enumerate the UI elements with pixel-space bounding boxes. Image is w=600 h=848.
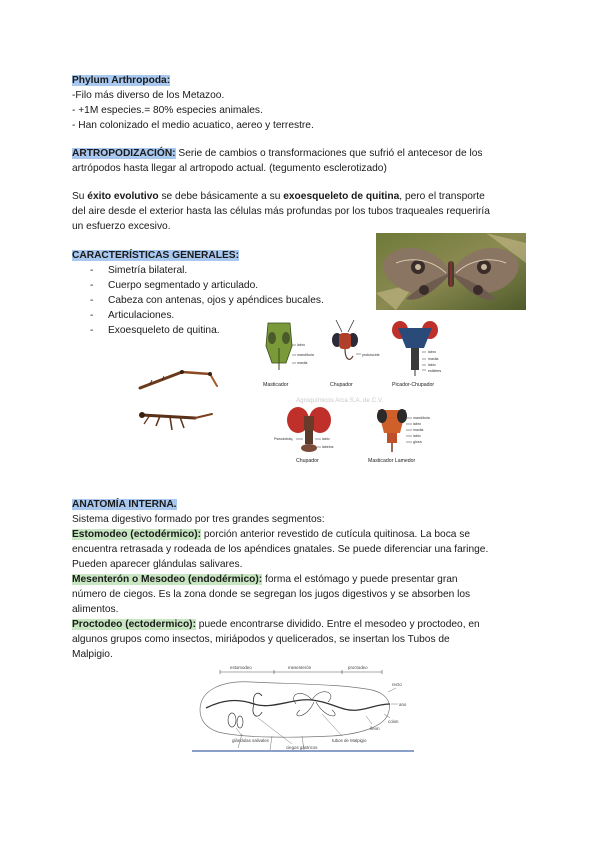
label-c-0: labro: [428, 350, 436, 354]
list-item: - Articulaciones.: [72, 308, 324, 323]
diagram-label-ciegos: ciegos gástricos: [286, 745, 318, 750]
label-e-0: mandíbula: [413, 416, 430, 420]
list-item: - Simetría bilateral.: [72, 263, 324, 278]
estomodeo-text-3: Pueden aparecer glándulas salivares.: [72, 559, 243, 570]
mesenteron-text-1: forma el estómago y puede presentar gran: [262, 574, 458, 585]
proctodeo-text-2: algunos grupos como insectos, miriápodos y quelicerados, se insertan los Tubos de: [72, 634, 450, 645]
phylum-section: [72, 73, 314, 133]
label-c-3: estiletes: [428, 369, 442, 373]
diagram-label-glandulas: glándulas salivales: [232, 738, 269, 743]
label-e-3: labio: [413, 434, 421, 438]
artropodizacion-text-2: artrópodos hasta llegar al artropodo actual. (tegumento esclerotizado): [72, 163, 387, 174]
label-e-4: glosa: [413, 440, 422, 444]
exito-mid: se debe básicamente a su: [158, 191, 284, 202]
caption-chupador-2: Chupador: [296, 458, 319, 464]
diagram-label-malpigio: tubos de Malpigio: [332, 738, 367, 743]
label-d-1: labio: [322, 437, 330, 441]
mouthparts-figure: [258, 318, 450, 466]
label-e-2: maxila: [413, 428, 424, 432]
caracteristicas-title: CARACTERÍSTICAS GENERALES:: [72, 250, 239, 261]
exito-section: [72, 189, 490, 234]
diagram-label-estomodeo: estomodeo: [230, 665, 252, 670]
artropodizacion-title: ARTROPODIZACIÓN:: [72, 148, 176, 159]
phylum-title: Phylum Arthropoda:: [72, 75, 171, 86]
artropodizacion-text-1: Serie de cambios o transformaciones que sufrió el antecesor de los: [175, 148, 483, 159]
mesenteron-title: Mesenterón o Mesodeo (endodérmico):: [72, 574, 263, 585]
label-a-0: labro: [297, 343, 305, 347]
anatomia-section: [72, 497, 488, 662]
exito-pre: Su: [72, 191, 88, 202]
estomodeo-title: Estomodeo (ectodérmico):: [72, 529, 202, 540]
caption-masticador-lamedor: Masticador Lamedor: [368, 458, 416, 464]
label-a-2: maxila: [297, 361, 308, 365]
digestive-system-diagram: [192, 664, 414, 752]
mesenteron-text-3: alimentos.: [72, 604, 119, 615]
exito-post: , pero el transporte: [399, 191, 485, 202]
anatomia-title: ANATOMÍA INTERNA.: [72, 499, 177, 510]
exito-line-2: del aire desde el exterior hasta las células más profundas por los tubos traqueales requeriría: [72, 206, 490, 217]
proctodeo-title: Proctodeo (ectodermico):: [72, 619, 196, 630]
phylum-line-2: - +1M especies.= 80% especies animales.: [72, 105, 263, 116]
label-d-2: labelos: [322, 445, 334, 449]
phylum-line-1: -Filo más diverso de los Metazoo.: [72, 90, 225, 101]
list-item: - Cabeza con antenas, ojos y apéndices bucales.: [72, 293, 324, 308]
watermark: Agroquímicos Arca S.A. de C.V.: [296, 397, 384, 404]
exito-line-3: un esfuerzo excesivo.: [72, 221, 171, 232]
label-b: probóscide: [362, 353, 380, 357]
mesenteron-text-2: número de ciegos. Es la zona donde se segregan los jugos digestivos y se absorben los: [72, 589, 471, 600]
label-e-1: labro: [413, 422, 421, 426]
proctodeo-text-3: Malpigio.: [72, 649, 113, 660]
diagram-label-mesenteron: mesenterón: [288, 665, 312, 670]
artropodizacion-section: [72, 146, 483, 176]
exito-bold-1: éxito evolutivo: [87, 191, 159, 202]
exito-bold-2: exoesqueleto de quitina: [283, 191, 400, 202]
caption-masticador: Masticador: [263, 382, 289, 388]
list-item: - Exoesqueleto de quitina.: [72, 323, 324, 338]
caption-chupador-1: Chupador: [330, 382, 353, 388]
label-c-1: maxila: [428, 357, 439, 361]
label-d-0: Pseudotráq.: [274, 437, 294, 441]
estomodeo-text-1: porción anterior revestido de cutícula quitinosa. La boca se: [201, 529, 471, 540]
diagram-label-ileon: íleon: [370, 726, 380, 731]
anatomia-intro: Sistema digestivo formado por tres grandes segmentos:: [72, 514, 325, 525]
label-c-2: labio: [428, 363, 436, 367]
proctodeo-text-1: puede encontrarse dividido. Entre el mesodeo y proctodeo, en: [195, 619, 480, 630]
estomodeo-text-2: encuentra retrasada y rodeada de los apéndices gnatales. Se puede diferenciar una faringe.: [72, 544, 489, 555]
diagram-label-ano: ano: [399, 702, 407, 707]
arthropod-leg-drawing: [120, 360, 240, 445]
diagram-label-colon: colon: [388, 719, 399, 724]
moth-photo: [376, 233, 526, 310]
label-a-1: mandíbula: [297, 353, 314, 357]
diagram-label-recto: recto: [392, 682, 402, 687]
diagram-label-proctodeo: proctodeo: [348, 665, 368, 670]
phylum-line-3: - Han colonizado el medio acuatico, aereo y terrestre.: [72, 120, 314, 131]
caption-picador-chupador: Picador-Chupador: [392, 382, 435, 388]
list-item: - Cuerpo segmentado y articulado.: [72, 278, 324, 293]
